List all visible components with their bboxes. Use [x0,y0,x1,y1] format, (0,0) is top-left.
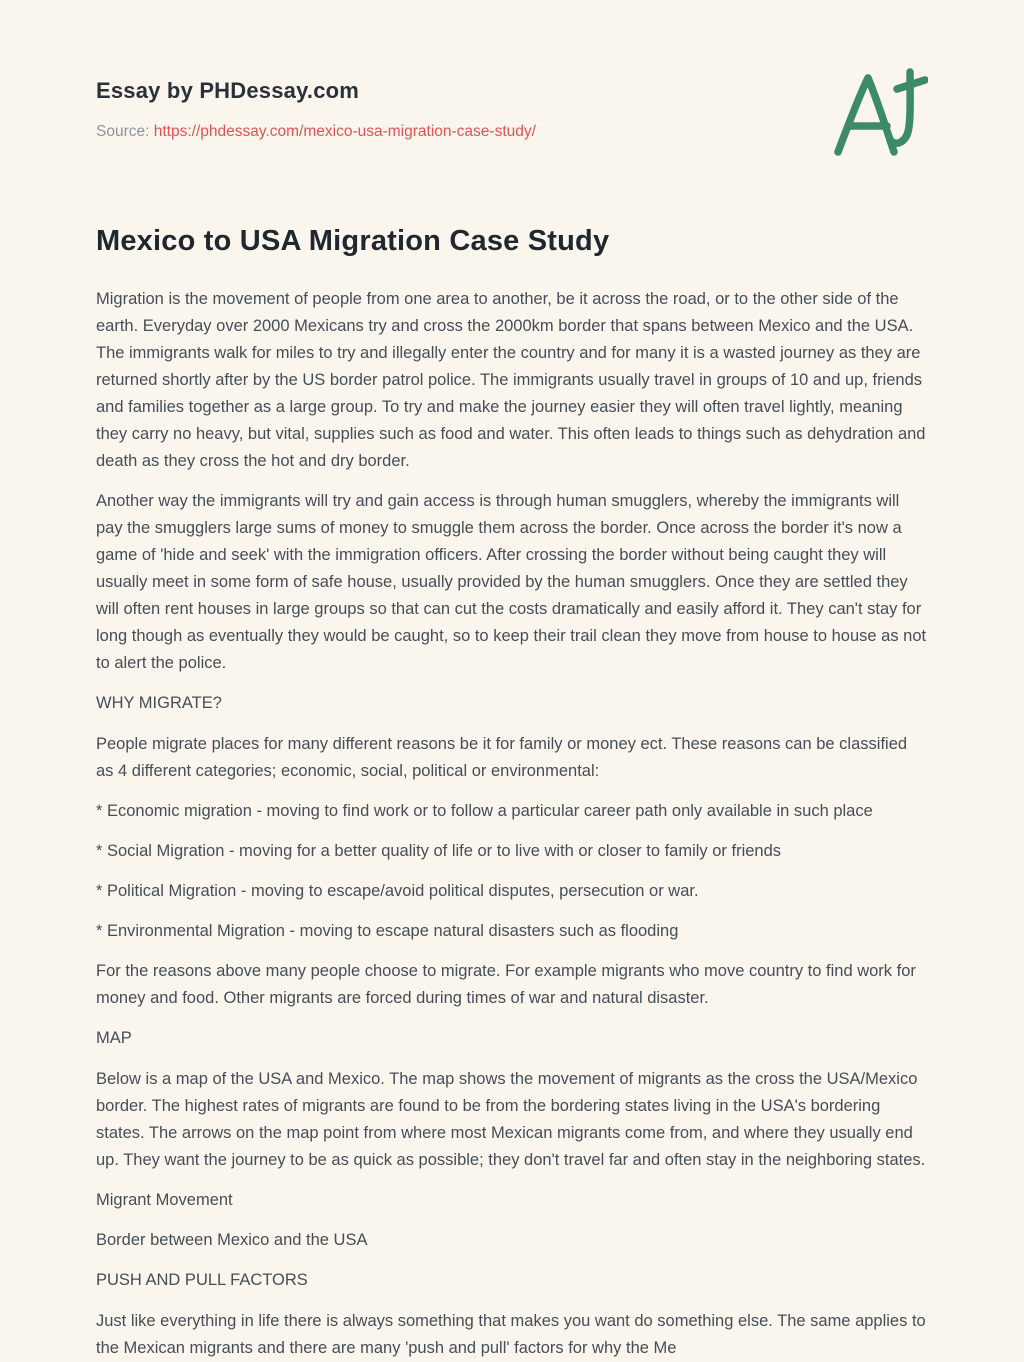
bullet-political-migration: * Political Migration - moving to escape/avoid political disputes, persecution or war. [96,882,699,900]
section-heading-push-pull: PUSH AND PULL FACTORS [96,1271,308,1289]
paragraph-choose-to-migrate: For the reasons above many people choose to migrate. For example migrants who move country to find work for money and food. Other migrants are forced during times of war and natural disaster. [96,962,916,1007]
bullet-economic-migration: * Economic migration - moving to find work or to follow a particular career path only available in such place [96,802,873,820]
essay-body [96,286,928,1362]
paragraph-reasons: People migrate places for many different reasons be it for family or money ect. These reasons can be classified as 4 different categories; economic, social, political or environmental: [96,735,908,780]
paragraph-intro: Migration is the movement of people from one area to another, be it across the road, or to the other side of the earth. Everyday over 2000 Mexicans try and cross the 2000km border that spans between Mexico and the USA. The immigrants walk for miles to try and illegally enter the country and for many it is a wasted journey as they are returned shortly after by the US border patrol police. The immigrants usually travel in groups of 10 and up, friends and families together as a large group. To try and make the journey easier they will often travel lightly, meaning they carry no heavy, but vital, supplies such as food and water. This often leads to things such as dehydration and death as they cross the hot and dry border. [96,290,926,470]
source-label: Source: [96,123,150,140]
source-url-link[interactable]: https://phdessay.com/mexico-usa-migration-case-study/ [153,123,536,140]
paragraph-push-pull-truncated: Just like everything in life there is always something that makes you want do something else. The same applies to the Mexican migrants and there are many 'push and pull' factors for why the Me [96,1312,926,1357]
source-line [96,123,928,141]
bullet-social-migration: * Social Migration - moving for a better quality of life or to live with or closer to family or friends [96,842,782,860]
paragraph-map-description: Below is a map of the USA and Mexico. The map shows the movement of migrants as the cross the USA/Mexico border. The highest rates of migrants are found to be from the bordering states living in the USA's bordering states. The arrows on the map point from where most Mexican migrants come from, and where they usually end up. They want the journey to be as quick as possible; they don't travel far and often stay in the neighboring states. [96,1070,926,1169]
caption-border: Border between Mexico and the USA [96,1231,368,1249]
essay-byline: Essay by PHDessay.com [96,78,360,103]
caption-migrant-movement: Migrant Movement [96,1191,233,1209]
bullet-environmental-migration: * Environmental Migration - moving to escape natural disasters such as flooding [96,922,679,940]
page-title: Mexico to USA Migration Case Study [96,225,610,257]
section-heading-map: MAP [96,1029,132,1047]
paragraph-smugglers: Another way the immigrants will try and gain access is through human smugglers, whereby the immigrants will pay the smugglers large sums of money to smuggle them across the border. Once across the border it's now a game of 'hide and seek' with the immigration officers. After crossing the border without being caught they will usually meet in some form of safe house, usually provided by the human smugglers. Once they are settled they will often rent houses in large groups so that can cut the costs dramatically and easily afford it. They can't stay for long though as eventually they would be caught, so to keep their trail clean they move from house to house as not to alert the police. [96,492,927,672]
section-heading-why-migrate: WHY MIGRATE? [96,694,222,712]
phdessay-logo-icon [828,68,928,168]
